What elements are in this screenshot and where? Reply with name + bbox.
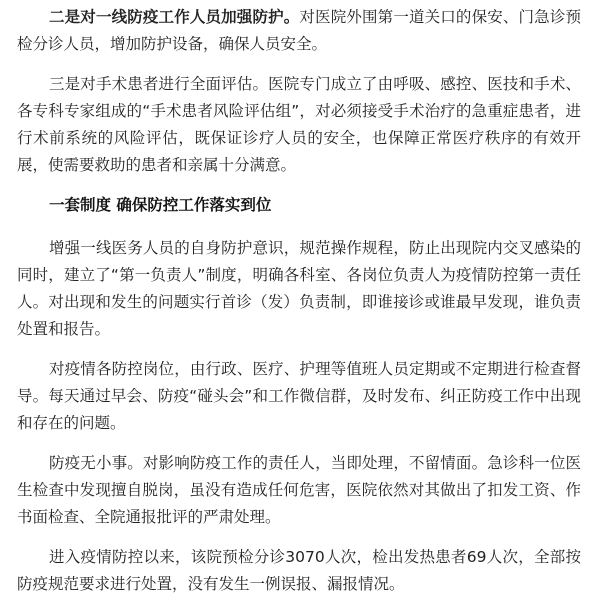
paragraph-text: 三是对手术患者进行全面评估。医院专门成立了由呼吸、感控、医技和手术、各专科专家组成的“手术患者风险评估组”，对必须接受手术治疗的急重症患者，进行术前系统的风险评估，既保证诊疗人员的安全，也保障正常医疗秩序的有效开展，使需要救助的患者和亲属十分满意。 xyxy=(17,75,581,174)
paragraph-statistics: 进入疫情防控以来，该院预检分诊3070人次，检出发热患者69人次，全部按防疫规范要求进行处置，没有发生一例误报、漏报情况。 xyxy=(17,548,581,593)
paragraph-discipline: 防疫无小事。对影响防疫工作的责任人，当即处理，不留情面。急诊科一位医生检查中发现擅自脱岗，虽没有造成任何危害，医院依然对其做出了扣发工资、作书面检查、全院通报批评的严肃处理。 xyxy=(17,454,581,526)
paragraph-responsibility-system: 增强一线医务人员的自身防护意识，规范操作规程，防止出现院内交叉感染的同时，建立了“第一负责人”制度，明确各科室、各岗位负责人为疫情防控第一责任人。对出现和发生的问题实行首诊（发）负责制，即谁接诊或谁最早发现，谁负责处置和报告。 xyxy=(17,239,581,338)
paragraph-lead: 二是对一线防疫工作人员加强防护。 xyxy=(49,8,300,26)
section-heading: 一套制度 确保防控工作落实到位 xyxy=(49,196,272,214)
paragraph-inspection: 对疫情各防控岗位，由行政、医疗、护理等值班人员定期或不定期进行检查督导。每天通过早会、防疫“碰头会”和工作微信群，及时发布、纠正防疫工作中出现和存在的问题。 xyxy=(17,360,581,432)
paragraph-text: 对医院外围第一道关口的保安、门急诊预检分诊人员，增加防护设备，确保人员安全。 xyxy=(17,8,581,53)
paragraph-surgery-assessment xyxy=(17,71,581,179)
paragraph-protection xyxy=(17,4,581,58)
